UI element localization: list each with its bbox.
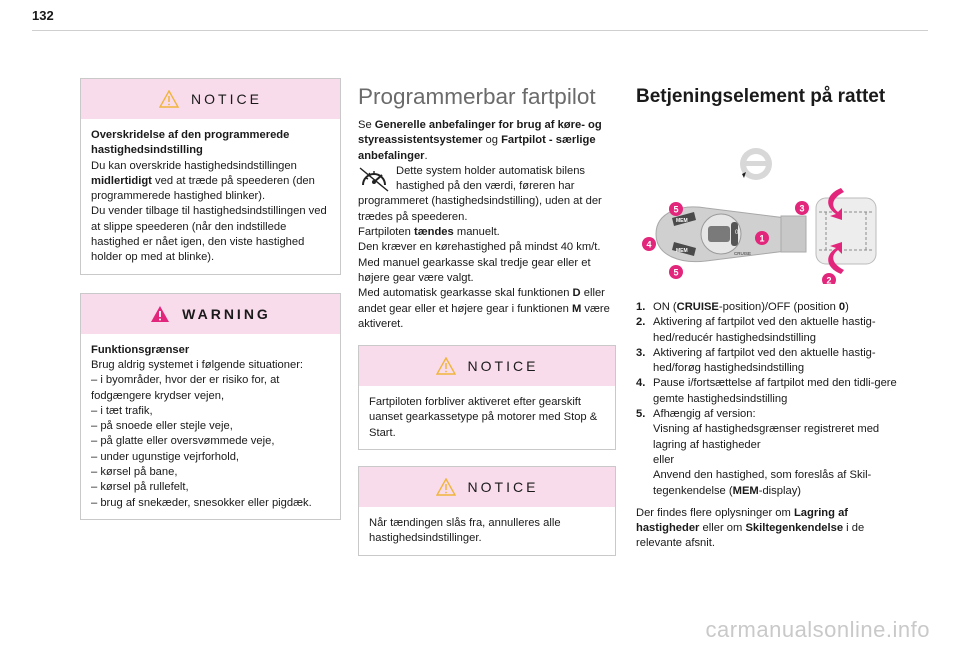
notice-box [80, 78, 341, 275]
list-item: – på snoede eller stejle veje, [91, 420, 233, 433]
notice-text: ved at træde på speederen (den programmerede hastighed blinker). [91, 174, 315, 203]
warning-list [91, 373, 330, 511]
text: Der findes flere oplysninger om [636, 506, 794, 519]
notice-header [359, 346, 615, 386]
notice-body: Fartpiloten forbliver aktiveret efter gearskift uanset gearkassetype på motorer med Stop & Start. [369, 396, 598, 439]
warning-body [81, 334, 340, 519]
text: ) [845, 301, 849, 313]
item-number: 4. [636, 377, 646, 390]
left-column [80, 78, 341, 520]
ref-link-sign-recognition: Skiltegenkendelse [745, 522, 844, 535]
page-number: 132 [32, 8, 54, 23]
emphasis: M [571, 302, 582, 315]
list-item: – brug af snekæder, snesokker eller pigdæk. [91, 496, 312, 509]
callout-1-label: 1 [759, 233, 765, 244]
item-number: 2. [636, 316, 646, 329]
warning-heading: WARNING [182, 305, 271, 322]
callout-1 [755, 231, 769, 245]
ref-link-cruise: Fartpilot - særlige anbefalinger [358, 134, 596, 162]
list-item [636, 315, 898, 346]
item-text: Afhængig af version: [653, 408, 756, 421]
reference-text [358, 118, 616, 164]
item-number: 5. [636, 408, 646, 421]
notice-triangle-icon [436, 478, 456, 496]
speed-requirement: Den kræver en kørehastighed på mindst 40 km/t. [358, 241, 601, 254]
steering-wheel-icon [740, 148, 772, 180]
steering-wheel-diagram [636, 116, 898, 284]
item-number: 1. [636, 301, 646, 313]
item-text: -display) [758, 484, 802, 497]
notice-heading: NOTICE [191, 91, 262, 107]
mem-label-bottom: MEM [676, 248, 688, 254]
item-text: eller [653, 453, 675, 466]
off-label: 0 [735, 230, 739, 236]
text: ON ( [653, 301, 677, 313]
callout-5-label: 5 [673, 204, 679, 215]
notice-title: Overskridelse af den programmerede hastighedsindstilling [91, 129, 290, 157]
item-text: Visning af hastighedsgrænser registreret med lagring af hastigheder [653, 423, 880, 451]
list-item [636, 407, 898, 499]
item-text: Anvend den hastighed, som foreslås af Skil-tegenkendelse ( [653, 469, 872, 497]
text: eller andet gear eller et højere gear i funktionen [358, 287, 605, 315]
text: i de relevante afsnit. [636, 522, 865, 550]
ref-link-general: Generelle anbefalinger for brug af køre- og styreassistentsystemer [358, 119, 602, 147]
notice-emphasis: midlertidigt [91, 174, 152, 187]
speedometer-icon [358, 164, 392, 194]
list-item [636, 376, 898, 407]
notice-heading: NOTICE [467, 479, 539, 496]
emphasis: tændes [413, 226, 454, 239]
callout-5-bottom [669, 265, 683, 279]
emphasis: D [572, 287, 581, 300]
section-title: Betjeningselement på rattet [636, 86, 886, 107]
list-item [636, 300, 898, 315]
notice-body [81, 119, 340, 274]
right-column [636, 82, 898, 552]
callout-5-top [669, 202, 683, 216]
warning-title: Funktionsgrænser [91, 343, 190, 356]
controls-list [636, 300, 898, 499]
warning-intro: Brug aldrig systemet i følgende situationer: [91, 358, 304, 371]
text: være aktiveret. [358, 302, 610, 330]
item-text: Pause i/fortsættelse af fartpilot med den tidli-gere gemte hastighedsindstilling [653, 377, 897, 405]
ref-link-speed-memory: Lagring af hastigheder [636, 506, 849, 535]
middle-column [358, 82, 616, 556]
callout-2 [822, 273, 836, 284]
item-text: Aktivering af fartpilot ved den aktuelle hastig-hed/reducér hastighedsindstilling [653, 316, 876, 344]
list-item: – under ugunstige vejrforhold, [91, 450, 240, 463]
list-item: – kørsel på bane, [91, 466, 178, 479]
section-title: Programmerbar fartpilot [358, 84, 596, 109]
item-number: 3. [636, 346, 646, 359]
notice-text: Du kan overskride hastighedsindstillingen [91, 159, 297, 172]
callout-5-label: 5 [673, 267, 679, 278]
text: Fartpiloten [358, 226, 414, 239]
warning-box [80, 293, 341, 520]
callout-2-label: 2 [826, 275, 832, 284]
text: eller om [699, 522, 746, 535]
list-item: – i tæt trafik, [91, 404, 153, 417]
manual-gearbox-text: Med manuel gearkasse skal tredje gear eller et højere gear være valgt. [358, 256, 591, 284]
item-text: Aktivering af fartpilot ved den aktuelle hastig-hed/forøg hastighedsindstilling [653, 346, 876, 375]
steering-column-schematic [816, 188, 876, 274]
cruise-label: CRUISE [734, 251, 752, 256]
intro-text: Dette system holder automatisk bilens hastighed på den værdi, føreren har programmeret (hastighedsindstilling), uden at der trædes på speederen. [358, 164, 602, 223]
notice-header [359, 467, 615, 507]
ref-text: og [482, 134, 502, 147]
emphasis: MEM [732, 484, 759, 497]
list-item [636, 346, 898, 377]
header-rule [32, 30, 928, 31]
list-item: – kørsel på rullefelt, [91, 481, 189, 494]
notice-triangle-icon [159, 90, 179, 108]
list-item: – på glatte eller oversvømmede veje, [91, 435, 275, 448]
list-item: – i byområder, hvor der er risiko for, at fodgængere krydser vejen, [91, 374, 280, 402]
more-info-text [636, 506, 898, 552]
warning-triangle-icon [150, 305, 170, 323]
text: -position)/OFF (position [718, 301, 839, 313]
notice-box-ignition [358, 466, 616, 556]
intro-paragraph [358, 164, 616, 225]
mem-label-top: MEM [676, 218, 688, 224]
warning-header [81, 294, 340, 334]
emphasis: 0 [838, 301, 846, 313]
watermark: carmanualsonline.info [705, 617, 930, 642]
notice-header [81, 79, 340, 119]
callout-3 [795, 201, 809, 215]
notice-body: Når tændingen slås fra, annulleres alle hastighedsindstillinger. [369, 517, 561, 545]
activation-text [358, 225, 616, 240]
text: Med automatisk gearkasse skal funktionen [358, 287, 573, 300]
emphasis: CRUISE [676, 301, 719, 313]
callout-4-label: 4 [646, 239, 652, 250]
notice-text: Du vender tilbage til hastighedsindstillingen ved at slippe speederen (når den indstillede hastighed er nået igen, den viste hastighed holder op med at blinke). [91, 205, 327, 264]
notice-triangle-icon [436, 357, 456, 375]
automatic-gearbox-text [358, 286, 616, 332]
ref-text: . [424, 149, 428, 162]
text: manuelt. [453, 226, 500, 239]
callout-4 [642, 237, 656, 251]
notice-box-gearshift [358, 345, 616, 450]
notice-heading: NOTICE [467, 358, 539, 375]
ref-text: Se [358, 119, 375, 131]
callout-3-label: 3 [799, 203, 805, 214]
